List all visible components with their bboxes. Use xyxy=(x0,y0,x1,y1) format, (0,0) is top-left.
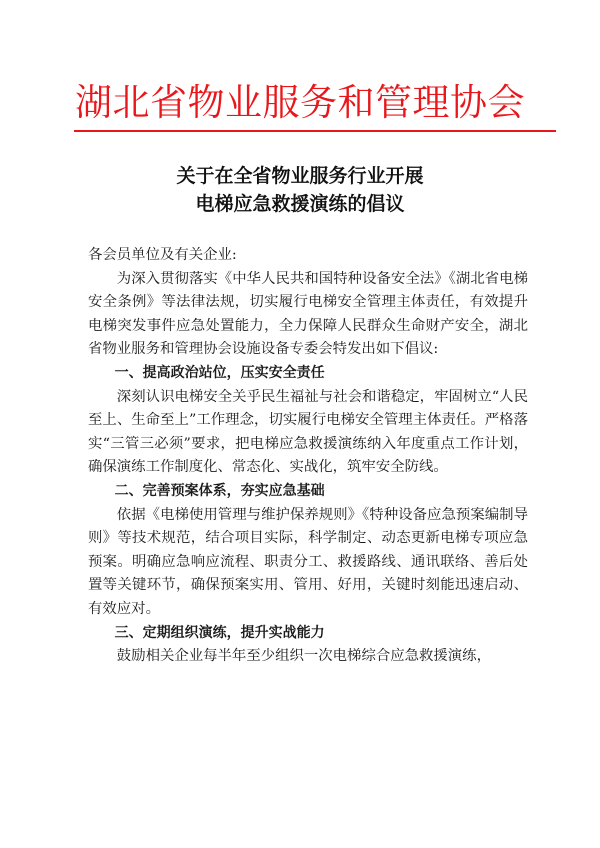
document-body xyxy=(88,244,528,669)
section-1-text: 深刻认识电梯安全关乎民生福祉与社会和谐稳定，牢固树立“人民至上、生命至上”工作理念，切实履行电梯安全管理主体责任。严格落实“三管三必须”要求，把电梯应急救援演练纳入年度重点工作计划，确保演练工作制度化、常态化、实战化，筑牢安全防线。 xyxy=(88,388,528,476)
section-2-text: 依据《电梯使用管理与维护保养规则》《特种设备应急预案编制导则》等技术规范，结合项目实际，科学制定、动态更新电梯专项应急预案。明确应急响应流程、职责分工、救援路线、通讯联络、善后处置等关键环节，确保预案实用、管用、好用，关键时刻能迅速启动、有效应对。 xyxy=(88,506,528,617)
organization-header: 湖北省物业服务和管理协会 xyxy=(75,81,525,124)
section-2-heading: 二、完善预案体系，夯实应急基础 xyxy=(114,482,325,499)
title-line-2: 电梯应急救援演练的倡议 xyxy=(195,193,405,215)
header-red-rule xyxy=(74,130,556,132)
document-title xyxy=(0,162,600,218)
title-line-1: 关于在全省物业服务行业开展 xyxy=(176,165,424,187)
section-1-heading: 一、提高政治站位，压实安全责任 xyxy=(114,364,325,381)
intro-paragraph: 为深入贯彻落实《中华人民共和国特种设备安全法》《湖北省电梯安全条例》等法律法规，切实履行电梯安全管理主体责任，有效提升电梯突发事件应急处置能力，全力保障人民群众生命财产安全，湖北省物业服务和管理协会设施设备专委会特发出如下倡议: xyxy=(88,270,528,358)
salutation: 各会员单位及有关企业: xyxy=(88,247,237,263)
section-3-text: 鼓励相关企业每半年至少组织一次电梯综合应急救援演练， xyxy=(116,648,491,665)
section-3-heading: 三、定期组织演练，提升实战能力 xyxy=(114,624,325,641)
